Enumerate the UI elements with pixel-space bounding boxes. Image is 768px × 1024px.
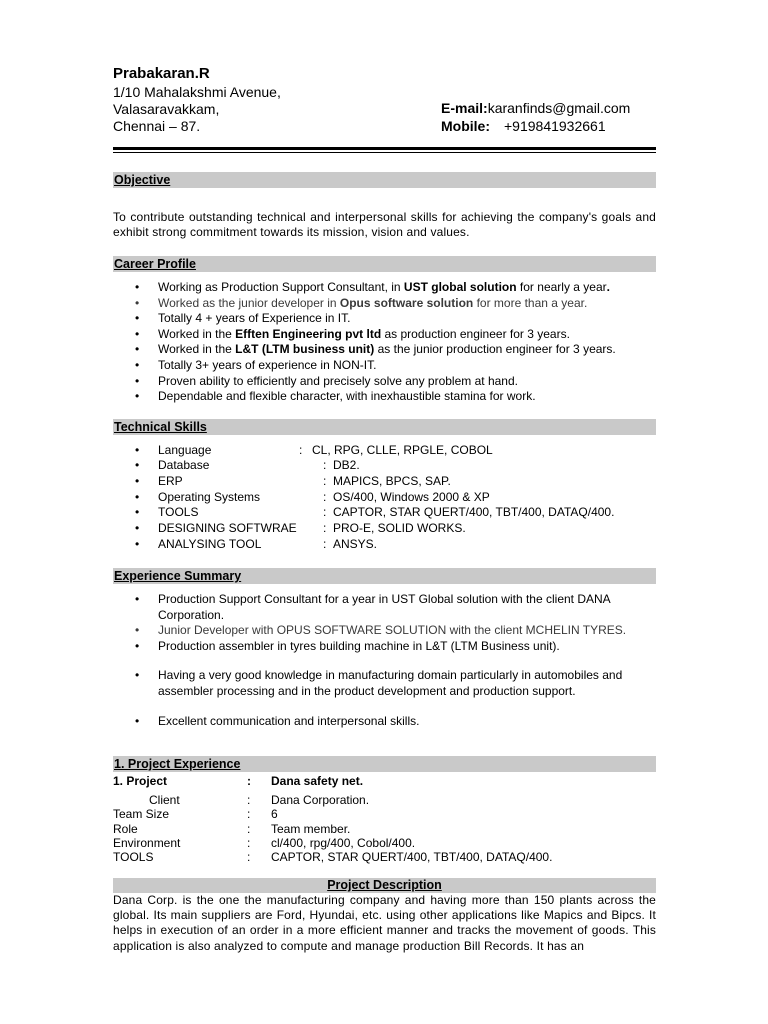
experience-item: • Production assembler in tyres building machine in L&T (LTM Business unit). [135,638,560,653]
project-description-heading: Project Description [327,878,442,892]
objective-text: To contribute outstanding technical and interpersonal skills for achieving the company's goals and exhibit strong commitment towards its mission, vision and values. [113,210,656,239]
project-colon: : [247,850,251,864]
experience-item: • Excellent communication and interpersonal skills. [135,713,420,728]
career-item: • Worked in the L&T (LTM business unit) as the junior production engineer for 3 years. [135,342,616,357]
skill-colon: : [323,521,327,535]
skill-colon: : [323,474,327,488]
skill-bullet: • [135,458,140,472]
skills-heading-band [113,419,656,435]
skill-colon: : [323,458,327,472]
objective-heading-band [113,172,656,188]
project-heading-band [113,756,656,772]
career-item: • Totally 4 + years of Experience in IT. [135,311,351,326]
experience-item: • Having a very good knowledge in manufacturing domain particularly in automobiles and assembler processing and in the product development and production support. [135,668,623,698]
career-heading-band [113,256,656,272]
address-line-2: Valasaravakkam, [113,101,220,117]
project-colon: : [247,774,251,788]
project-value: Dana Corporation. [271,793,370,807]
skill-value: PRO-E, SOLID WORKS. [333,521,466,535]
skill-bullet: • [135,490,140,504]
email-value[interactable]: karanfinds@gmail.com [487,100,631,116]
skill-value: CAPTOR, STAR QUERT/400, TBT/400, DATAQ/400. [333,505,615,519]
skill-key: ANALYSING TOOL [158,537,262,551]
career-item: • Worked as the junior developer in Opus software solution for more than a year. [135,295,588,310]
skill-key: DESIGNING SOFTWRAE [158,521,297,535]
skill-bullet: • [135,537,140,551]
experience-list [113,592,656,729]
project-key: Client [149,793,180,807]
skills-heading: Technical Skills [114,420,207,434]
career-heading: Career Profile [114,257,196,271]
career-item: • Totally 3+ years of experience in NON-IT. [135,357,377,372]
project-colon: : [247,836,251,850]
experience-heading: Experience Summary [114,569,242,583]
mobile-line [441,118,606,134]
skill-value: DB2. [333,458,360,472]
career-item: • Working as Production Support Consultant, in UST global solution for nearly a year. [135,280,610,294]
mobile-value: +919841932661 [504,118,606,134]
candidate-name: Prabakaran.R [113,65,210,82]
skill-bullet: • [135,474,140,488]
header-divider-thin [113,152,656,153]
skill-colon: : [323,537,327,551]
project-title-value: Dana safety net. [271,774,364,788]
project-value: 6 [271,807,278,821]
project-value: cl/400, rpg/400, Cobol/400. [271,836,416,850]
email-label: E-mail: [441,100,488,116]
skill-bullet: • [135,443,140,457]
project-colon: : [247,793,251,807]
address-line-3: Chennai – 87. [113,118,201,134]
skill-value: OS/400, Windows 2000 & XP [333,490,490,504]
skill-key: Database [158,458,210,472]
project-heading: 1. Project Experience [114,757,241,771]
objective-heading: Objective [114,173,171,187]
skill-value: MAPICS, BPCS, SAP. [333,474,451,488]
project-colon: : [247,807,251,821]
skill-colon: : [323,490,327,504]
project-key: Environment [113,836,181,850]
mobile-label: Mobile: [441,118,490,134]
skill-bullet: • [135,505,140,519]
email-line [441,100,630,116]
skill-key: Operating Systems [158,490,261,504]
skill-value: CL, RPG, CLLE, RPGLE, COBOL [312,443,493,457]
project-key: Team Size [113,807,170,821]
career-item: • Proven ability to efficiently and precisely solve any problem at hand. [135,373,518,388]
experience-item: • Production Support Consultant for a year in UST Global solution with the client DANA Corporation. [135,592,611,622]
project-description-text: Dana Corp. is the one the manufacturing company and having more than 150 plants across the global. Its main suppliers are Ford, Hyundai, etc. using other applications like Mapics and Bipcs. It helps in execution of an order in a more efficient manner and tracks the movement of goods. This application is also analyzed to compute and manage production Bill Records. It has an [113,893,656,953]
skill-key: Language [158,443,212,457]
header-divider-thick [113,147,656,150]
career-item: • Dependable and flexible character, with inexhaustible stamina for work. [135,389,536,404]
career-list [113,280,656,405]
project-key: TOOLS [113,850,154,864]
skill-key: TOOLS [158,505,199,519]
skill-bullet: • [135,521,140,535]
project-key: Role [113,822,138,836]
career-item: • Worked in the Efften Engineering pvt ltd as production engineer for 3 years. [135,326,570,341]
experience-heading-band [113,568,656,584]
project-value: CAPTOR, STAR QUERT/400, TBT/400, DATAQ/400. [271,850,553,864]
project-value: Team member. [271,822,351,836]
address-line-1: 1/10 Mahalakshmi Avenue, [113,84,281,100]
project-colon: : [247,822,251,836]
skill-key: ERP [158,474,183,488]
project-description-band [113,878,656,893]
project-title-key: 1. Project [113,774,168,788]
experience-item: • Junior Developer with OPUS SOFTWARE SOLUTION with the client MCHELIN TYRES. [135,623,627,638]
skill-value: ANSYS. [333,537,378,551]
skill-colon: : [323,505,327,519]
skill-colon: : [299,443,303,457]
